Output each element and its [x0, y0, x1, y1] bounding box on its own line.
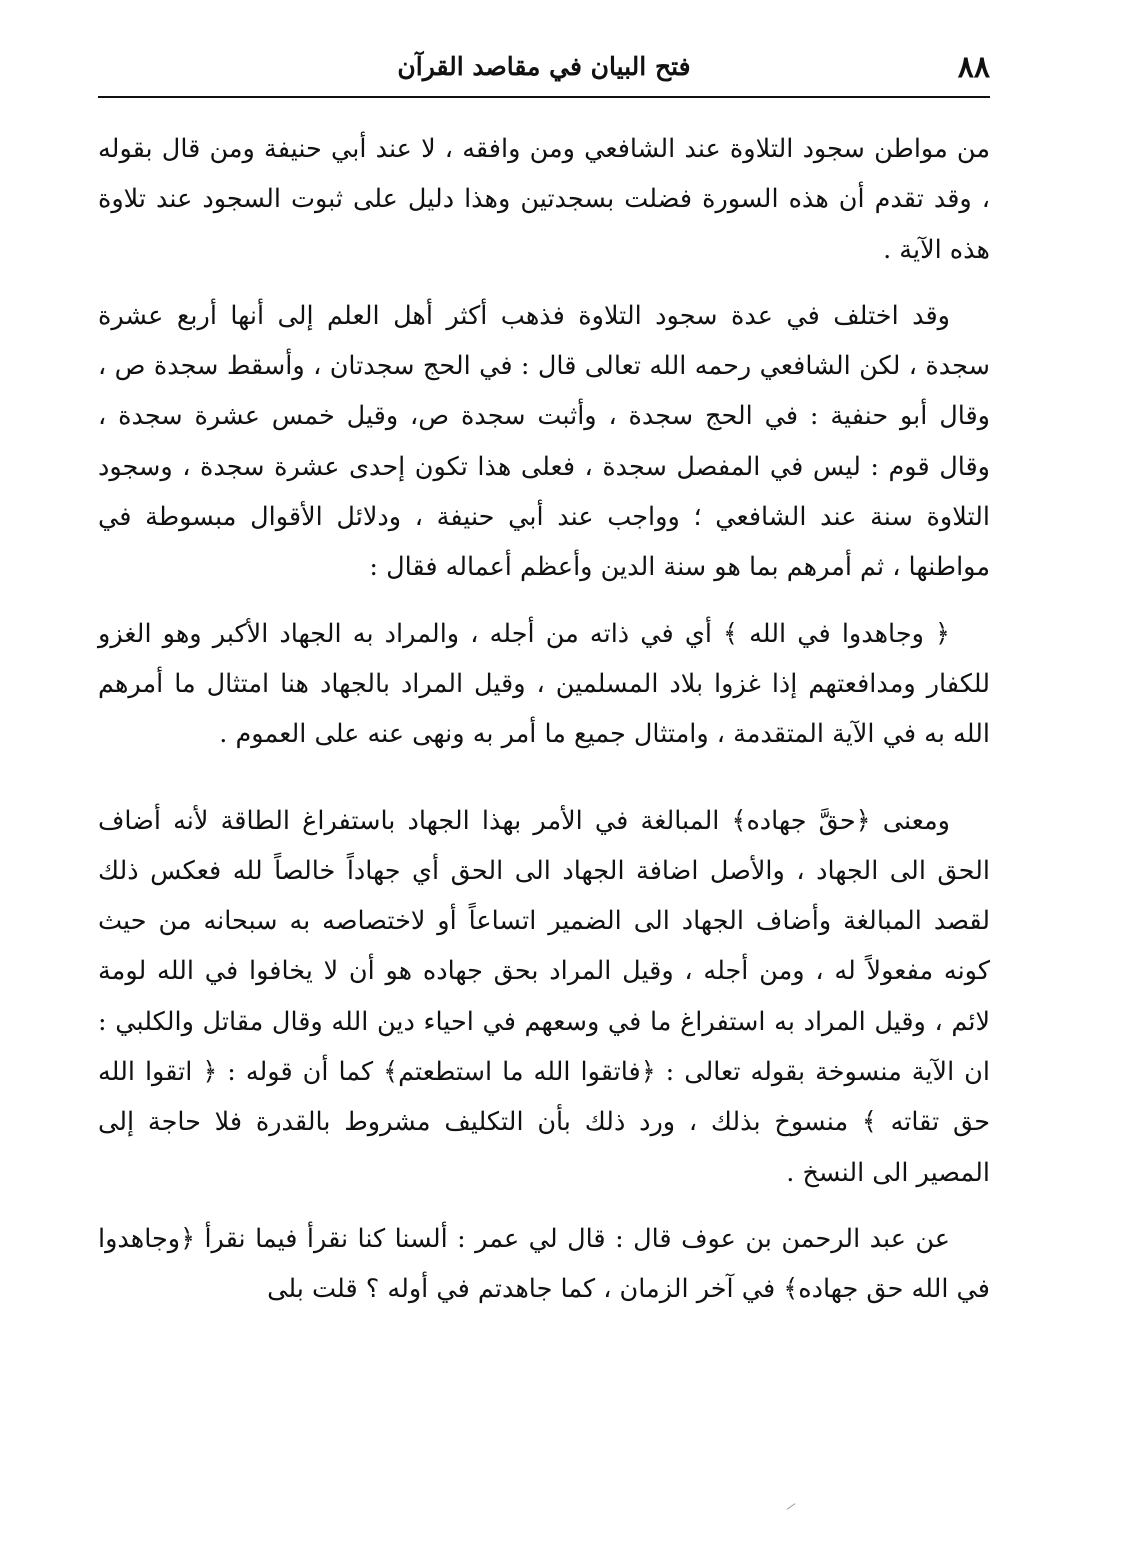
page-number: ٨٨ [957, 50, 990, 85]
paragraph-gap [98, 1198, 990, 1214]
paragraph-2: وقد اختلف في عدة سجود التلاوة فذهب أكثر أهل العلم إلى أنها أربع عشرة سجدة ، لكن الشافعي رحمه الله تعالى قال : في الحج سجدتان ، وأسقط سجدة ص ، وقال أبو حنفية : في الحج سجدة ، وأثبت سجدة ص، وقيل خمس عشرة سجدة ، وقال قوم : ليس في المفصل سجدة ، فعلى هذا تكون إحدى عشرة سجدة ، وسجود التلاوة سنة عند الشافعي ؛ وواجب عند أبي حنيفة ، ودلائل الأقوال مبسوطة في مواطنها ، ثم أمرهم بما هو سنة الدين وأعظم أعماله فقال : [98, 300, 990, 583]
paragraph-1: من مواطن سجود التلاوة عند الشافعي ومن وافقه ، لا عند أبي حنيفة ومن قال بقوله ، وقد تقدم أن هذه السورة فضلت بسجدتين وهذا دليل على ثبوت السجود عند تلاوة هذه الآية . [98, 134, 990, 265]
running-title: فتح البيان في مقاصد القرآن [397, 52, 691, 81]
paragraph-gap [98, 593, 990, 609]
paragraph-3: ﴿ وجاهدوا في الله ﴾ أي في ذاته من أجله ، والمراد به الجهاد الأكبر وهو الغزو للكفار ومدافعتهم إذا غزوا بلاد المسلمين ، وقيل المراد بالجهاد هنا امتثال ما أمرهم الله به في الآية المتقدمة ، وامتثال جميع ما أمر به ونهى عنه على العموم . [98, 618, 990, 750]
paragraph-5: عن عبد الرحمن بن عوف قال : قال لي عمر : ألسنا كنا نقرأ فيما نقرأ ﴿وجاهدوا في الله حق جهاده﴾ في آخر الزمان ، كما جاهدتم في أوله ؟ قلت بلى [98, 1223, 990, 1305]
body-text [98, 124, 990, 1315]
paragraph-gap [98, 275, 990, 291]
page-header [98, 44, 990, 96]
paragraph-4: ومعنى ﴿حقَّ جهاده﴾ المبالغة في الأمر بهذا الجهاد باستفراغ الطاقة لأنه أضاف الحق الى الجهاد ، والأصل اضافة الجهاد الى الحق أي جهاداً خالصاً لله فعكس ذلك لقصد المبالغة وأضاف الجهاد الى الضمير اتساعاً أو لاختصاصه به سبحانه من حيث كونه مفعولاً له ، ومن أجله ، وقيل المراد بحق جهاده هو أن لا يخافوا في الله لومة لائم ، وقيل المراد به استفراغ ما في وسعهم في احياء دين الله وقال مقاتل والكلبي : ان الآية منسوخة بقوله تعالى : ﴿فاتقوا الله ما استطعتم﴾ كما أن قوله : ﴿ اتقوا الله حق تقاته ﴾ منسوخ بذلك ، ورد ذلك بأن التكليف مشروط بالقدرة فلا حاجة إلى المصير الى النسخ . [98, 805, 990, 1188]
header-rule [98, 96, 990, 98]
paragraph-gap [98, 760, 990, 796]
scan-mark [787, 1503, 796, 1510]
